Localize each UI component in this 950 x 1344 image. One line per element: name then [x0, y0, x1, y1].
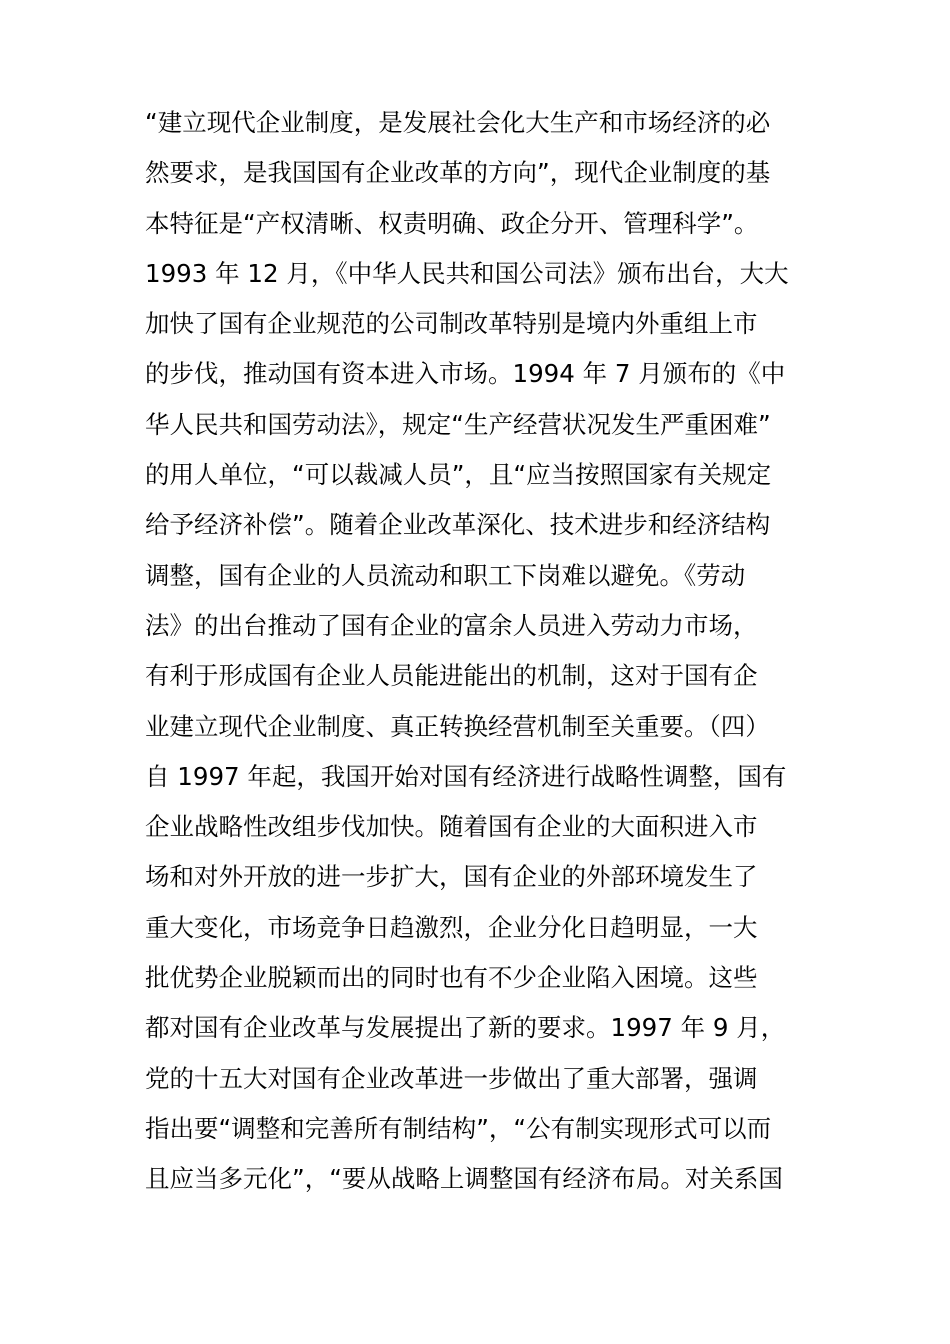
text-line: 党的十五大对国有企业改革进一步做出了重大部署，强调	[145, 1063, 758, 1093]
text-line: 1993 年 12 月，《中华人民共和国公司法》颁布出台，大大	[145, 258, 789, 288]
text-line: 的步伐，推动国有资本进入市场。1994 年 7 月颁布的《中	[145, 359, 786, 389]
text-line: 华人民共和国劳动法》，规定“生产经营状况发生严重困难”	[145, 409, 771, 439]
text-line: 且应当多元化”，“要从战略上调整国有经济布局。对关系国	[145, 1164, 783, 1194]
text-line: 给予经济补偿”。随着企业改革深化、技术进步和经济结构	[145, 510, 771, 540]
text-line: 加快了国有企业规范的公司制改革特别是境内外重组上市	[145, 309, 758, 339]
text-line: 有利于形成国有企业人员能进能出的机制，这对于国有企	[145, 661, 758, 691]
text-line: 调整，国有企业的人员流动和职工下岗难以避免。《劳动	[145, 560, 746, 590]
text-line: 场和对外开放的进一步扩大，国有企业的外部环境发生了	[145, 862, 758, 892]
text-line: 批优势企业脱颖而出的同时也有不少企业陷入困境。这些	[145, 963, 758, 993]
text-line: 法》的出台推动了国有企业的富余人员进入劳动力市场，	[145, 610, 758, 640]
text-line: 本特征是“产权清晰、权责明确、政企分开、管理科学”。	[145, 208, 759, 238]
body-text	[145, 98, 815, 1205]
text-line: 业建立现代企业制度、真正转换经营机制至关重要。（四）	[145, 711, 770, 741]
text-line: 都对国有企业改革与发展提出了新的要求。1997 年 9 月，	[145, 1013, 786, 1043]
text-line: 自 1997 年起，我国开始对国有经济进行战略性调整，国有	[145, 761, 787, 791]
text-line: 重大变化，市场竞争日趋激烈，企业分化日趋明显，一大	[145, 912, 758, 942]
text-line: 的用人单位，“可以裁减人员”，且“应当按照国家有关规定	[145, 460, 772, 490]
text-line: 指出要“调整和完善所有制结构”，“公有制实现形式可以而	[145, 1113, 772, 1143]
text-line: 企业战略性改组步伐加快。随着国有企业的大面积进入市	[145, 812, 758, 842]
text-line: “建立现代企业制度，是发展社会化大生产和市场经济的必	[145, 108, 771, 137]
text-line: 然要求，是我国国有企业改革的方向”，现代企业制度的基	[145, 158, 771, 188]
